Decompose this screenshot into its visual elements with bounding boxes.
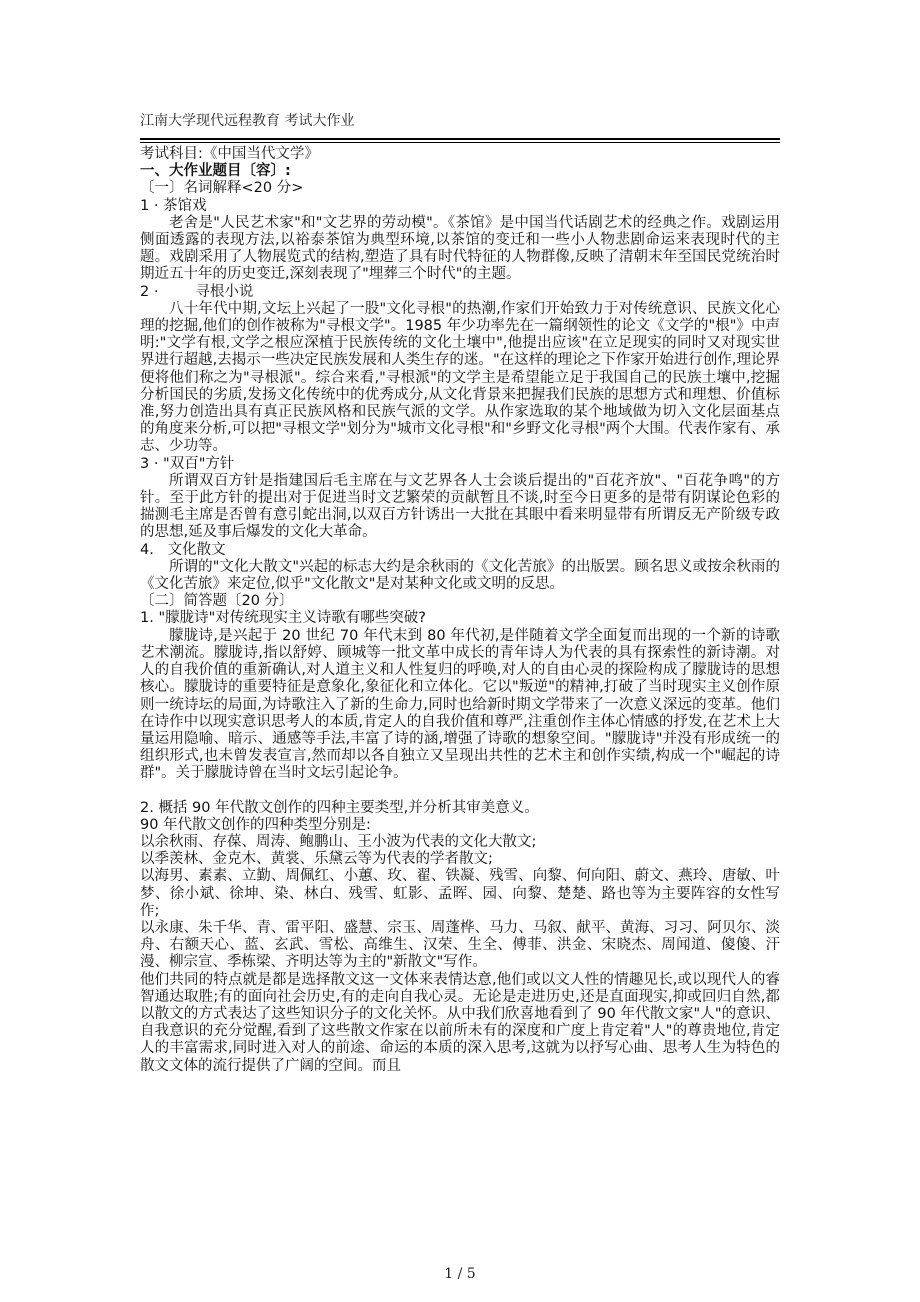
page-header: 江南大学现代远程教育 考试大作业 — [140, 113, 355, 129]
q2-title: 2 · 寻根小说 — [140, 283, 254, 300]
s2-type-1: 以余秋雨、存葆、周涛、鲍鹏山、王小波为代表的文化大散文; — [140, 833, 537, 850]
q1-title: 1 · 茶馆戏 — [140, 197, 207, 214]
header-rule-thin — [140, 142, 780, 143]
q2-answer: 八十年代中期,文坛上兴起了一股"文化寻根"的热潮,作家们开始致力于对传统意识、民族文化心理的挖掘,他们的创作被称为"寻根文学"。1985 年少功率先在一篇纲领性的论文《文学的"根"》中声明:"文学有根,文学之根应深植于民族传统的文化土壤中",他提出应该"在立足现实的同时又对现实世界进行超越,去揭示一些决定民族发展和人类生存的迷。"在这样的理论之下作家开始进行创作,理论界便将他们称之为"寻根派"。综合来看,"寻根派"的文学主是希望能立足于我国自己的民族土壤中,挖掘分析国民的劣质,发扬文化传统中的优秀成分,从文化背景来把握我们民族的思想方式和理想、价值标准,努力创造出具有真正民族风格和民族气派的文学。从作家选取的某个地域做为切入文化层面基点的角度来分析,可以把"寻根文学"划分为"城市文化寻根"和"乡野文化寻根"两个大围。代表作家有、承志、少功等。 — [140, 300, 780, 455]
s2-intro: 90 年代散文创作的四种类型分别是: — [140, 816, 371, 833]
q4-answer: 所谓的"文化大散文"兴起的标志大约是余秋雨的《文化苦旅》的出版罢。顾名思义或按余秋雨的《文化苦旅》来定位,似乎"文化散文"是对某种文化或文明的反思。 — [140, 558, 780, 593]
page-number: 1 / 5 — [444, 1266, 476, 1282]
s2-title: 2. 概括 90 年代散文创作的四种主要类型,并分析其审美意义。 — [140, 799, 539, 816]
s1-title: 1. "朦胧诗"对传统现实主义诗歌有哪些突破? — [140, 610, 426, 627]
s2-type-2: 以季羡林、金克木、黄裳、乐黛云等为代表的学者散文; — [140, 851, 493, 868]
q3-answer: 所谓双百方针是指建国后毛主席在与文艺界各人士会谈后提出的"百花齐放"、"百花争鸣"的方针。至于此方针的提出对于促进当时文艺繁荣的贡献暂且不谈,时至今日更多的是带有阴谋论色彩的揣测毛主席是否曾有意引蛇出洞,以双百方针诱出一大批在其眼中看来明显带有所谓反无产阶级专政的思想,延及事后爆发的文化大革命。 — [140, 472, 780, 541]
q4-title: 4. 文化散文 — [140, 541, 226, 558]
header-rule-thick — [140, 138, 780, 140]
s1-answer: 朦胧诗,是兴起于 20 世纪 70 年代末到 80 年代初,是伴随着文学全面复而出现的一个新的诗歌艺术潮流。朦胧诗,指以舒婷、顾城等一批文革中成长的青年诗人为代表的具有探索性的新诗潮。对人的自我价值的重新确认,对人道主义和人性复归的呼唤,对人的自由心灵的探险构成了朦胧诗的思想核心。朦胧诗的重要特征是意象化,象征化和立体化。它以"叛逆"的精神,打破了当时现实主义创作原则一统诗坛的局面,为诗歌注入了新的生命力,同时也给新时期文学带来了一次意义深远的变革。他们在诗作中以现实意识思考人的本质,肯定人的自我价值和尊严,注重创作主体心情感的抒发,在艺术上大量运用隐喻、暗示、通感等手法,丰富了诗的涵,增强了诗歌的想象空间。"朦胧诗"并没有形成统一的组织形式,也未曾发表宣言,然而却以各自独立又呈现出共性的艺术主和创作实绩,构成一个"崛起的诗群"。关于朦胧诗曾在当时文坛引起论争。 — [140, 627, 780, 782]
s2-type-3: 以海男、素素、立勤、周佩红、小蕙、玫、翟、铁凝、残雪、向黎、何向阳、蔚文、燕玲、唐敏、叶梦、徐小斌、徐坤、染、林白、残雪、虹影、孟晖、园、向黎、楚楚、路也等为主要阵容的女性写作; — [140, 868, 780, 919]
part1-title: 〔一〕名词解释<20 分> — [140, 180, 304, 197]
q3-title: 3 · "双百"方针 — [140, 455, 235, 472]
blank-line — [140, 783, 780, 800]
q1-answer: 老舍是"人民艺术家"和"文艺界的劳动模"。《茶馆》是中国当代话剧艺术的经典之作。戏剧运用侧面透露的表现方法,以裕泰茶馆为典型环境,以茶馆的变迁和一些小人物悲剧命运来表现时代的主题。戏剧采用了人物展览式的结构,塑造了具有时代特征的人物群像,反映了清朝末年至国民党统治时期近五十年的历史变迁,深刻表现了"埋葬三个时代"的主题。 — [140, 214, 780, 283]
exam-subject: 考试科目:《中国当代文学》 — [140, 146, 319, 162]
section-title: 一、大作业题目〔容〕: — [140, 163, 291, 180]
document-body — [140, 146, 780, 1075]
s2-answer: 他们共同的特点就是都是选择散文这一文体来表情达意,他们或以文人性的情趣见长,或以现代人的睿智通达取胜;有的面向社会历史,有的走向自我心灵。无论是走进历史,还是直面现实,抑或回归自然,都以散文的方式表达了这些知识分子的文化关怀。从中我们欣喜地看到了 90 年代散文家"人"的意识、自我意识的充分觉醒,看到了这些散文作家在以前所未有的深度和广度上肯定着"人"的尊贵地位,肯定人的丰富需求,同时进入对人的前途、命运的本质的深入思考,这就为以抒写心曲、思考人生为特色的散文文体的流行提供了广阔的空间。而且 — [140, 971, 780, 1074]
s2-type-4: 以永康、朱千华、青、雷平阳、盛慧、宗玉、周蓬桦、马力、马叙、献平、黄海、习习、阿贝尔、淡舟、右额天心、蓝、玄武、雪松、高维生、汉荣、生全、傅菲、洪金、宋晓杰、周闻道、傻傻、汗漫、柳宗宣、季栋梁、齐明达等为主的"新散文"写作。 — [140, 919, 780, 971]
part2-title: 〔二〕简答题〔20 分〕 — [140, 593, 294, 610]
